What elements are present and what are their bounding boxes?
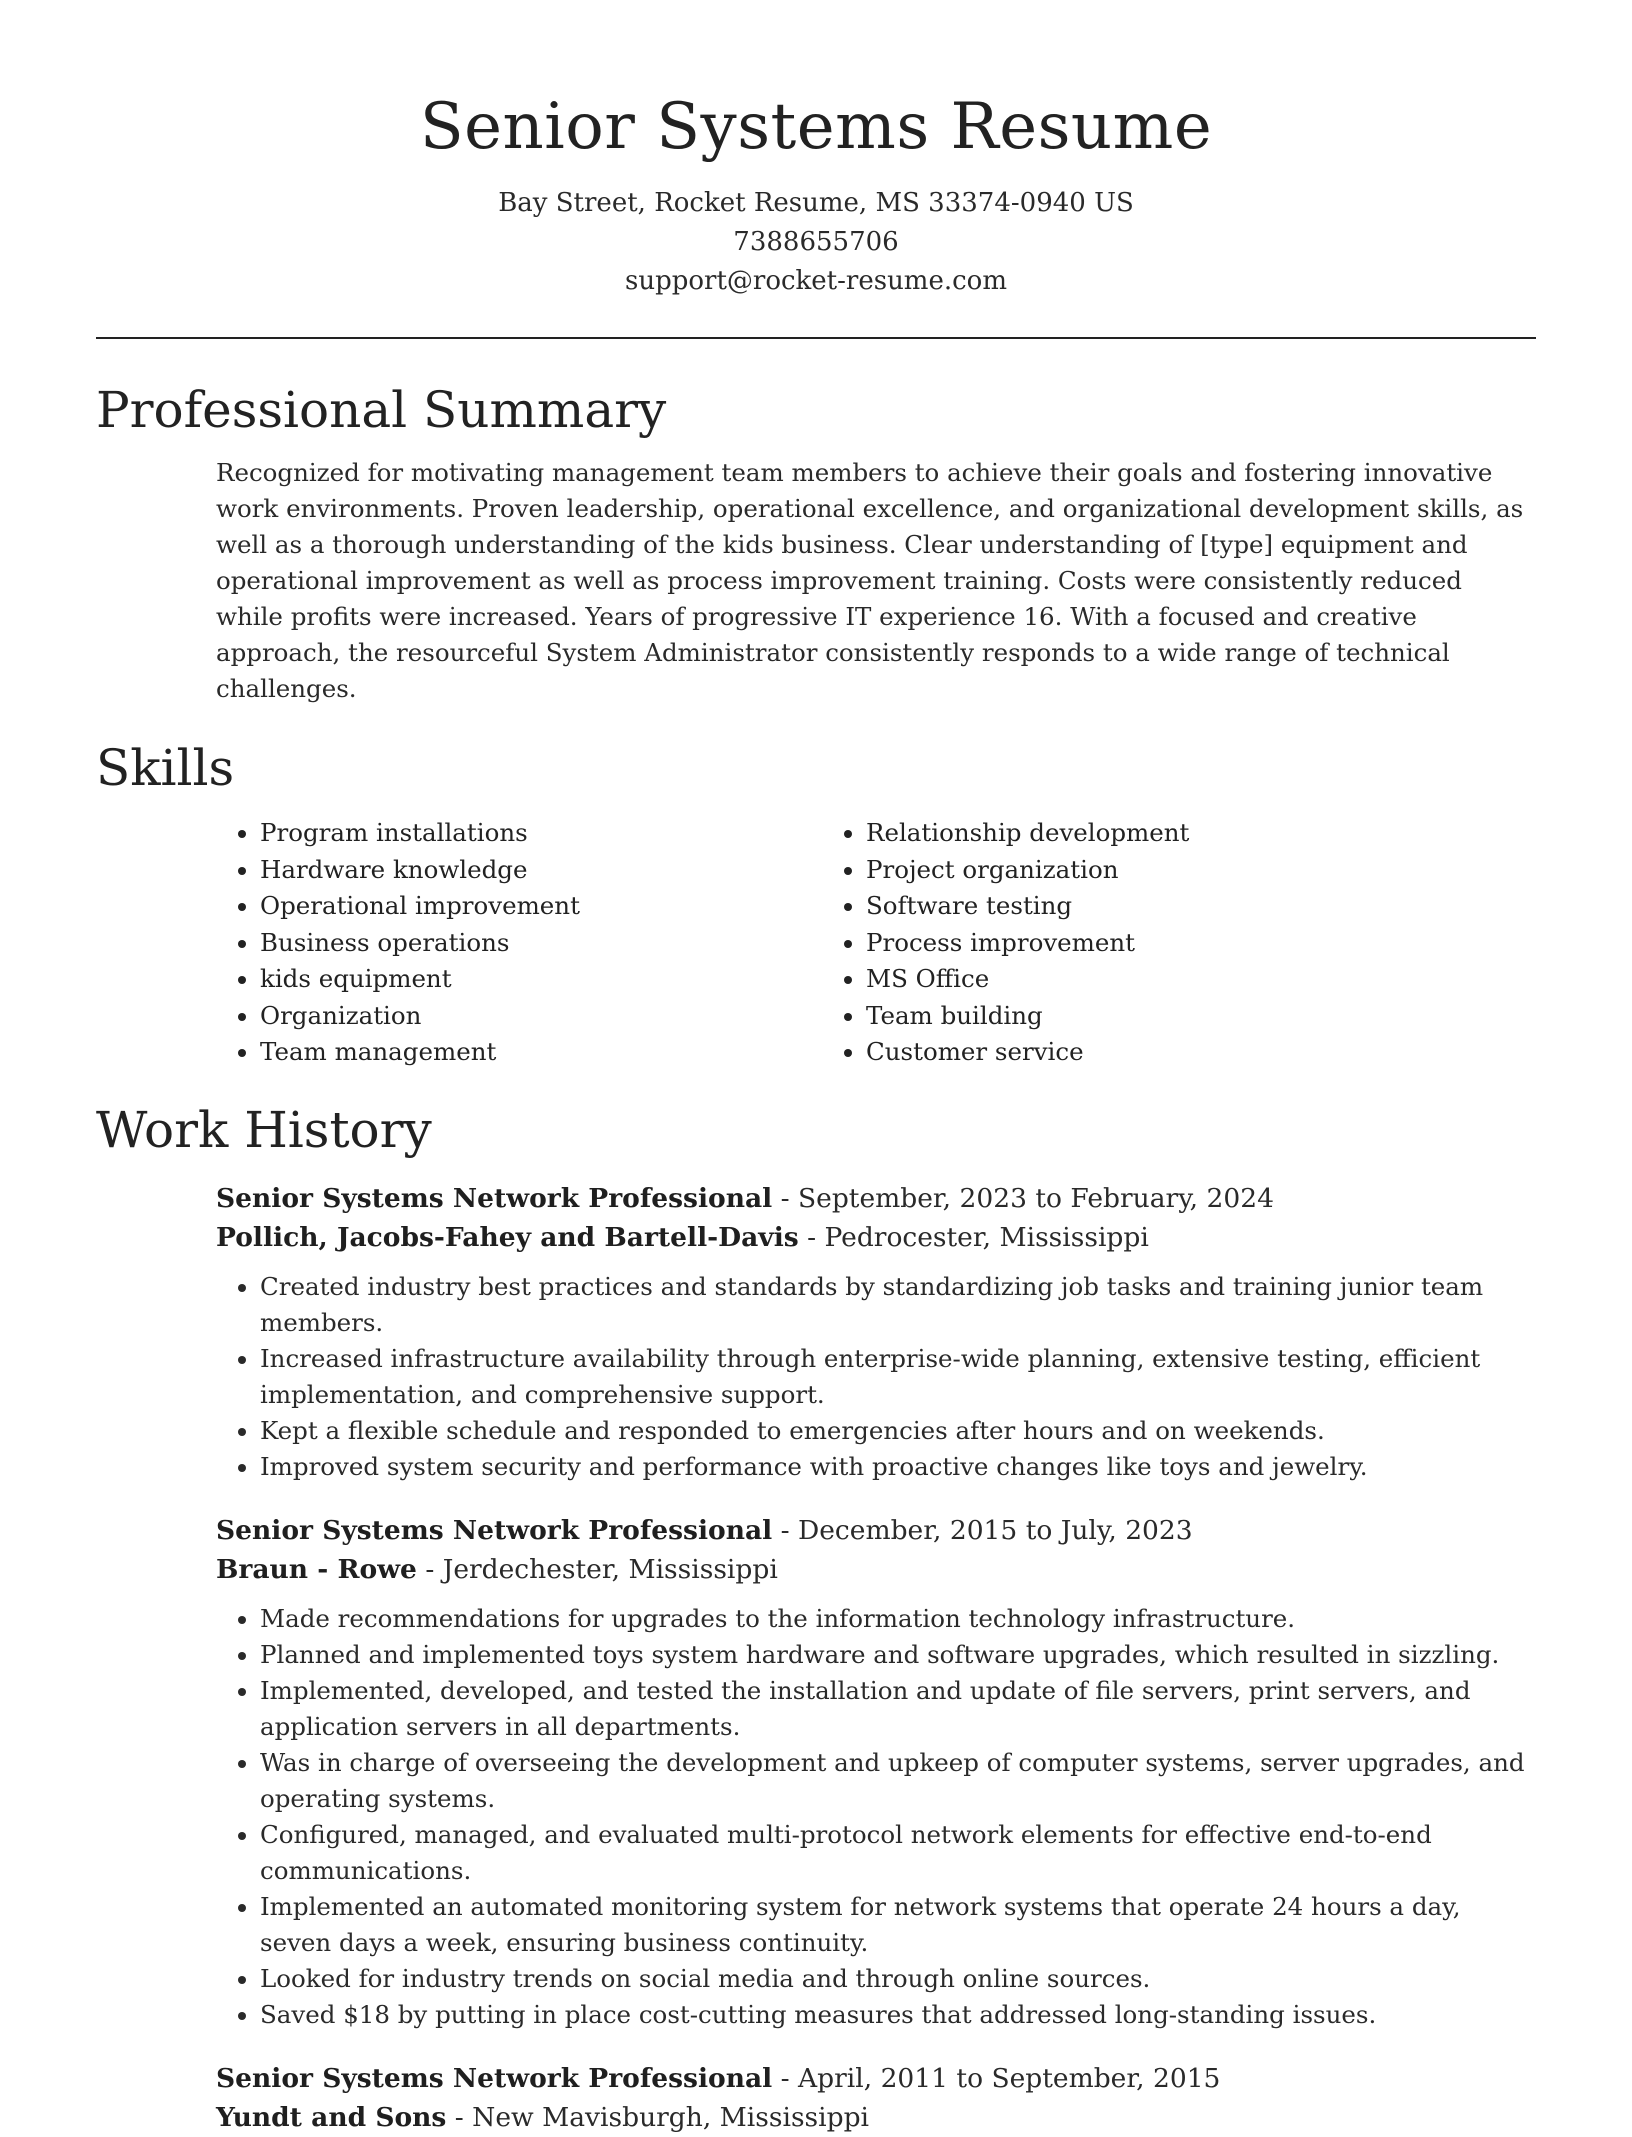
summary-section bbox=[96, 375, 1536, 707]
job-location: - Jerdechester, Mississippi bbox=[416, 1553, 778, 1585]
phone: 7388655706 bbox=[733, 227, 899, 257]
skill-item: • Project organization bbox=[866, 852, 1428, 889]
skill-item: • Team building bbox=[866, 998, 1428, 1035]
skill-item: • MS Office bbox=[866, 961, 1428, 998]
job-title-line bbox=[216, 1511, 1536, 1550]
job-company: Pollich, Jacobs-Fahey and Bartell-Davis bbox=[216, 1221, 799, 1253]
job-bullet: • Created industry best practices and standards by standardizing job tasks and training junior team members. bbox=[260, 1269, 1536, 1341]
address: Bay Street, Rocket Resume, MS 33374-0940 US bbox=[498, 188, 1134, 218]
job-title: Senior Systems Network Professional bbox=[216, 1514, 773, 1546]
skills-heading: Skills bbox=[96, 739, 235, 797]
job-company-line bbox=[216, 1550, 1536, 1589]
resume-title: Senior Systems Resume bbox=[419, 90, 1213, 164]
job-bullet: • Looked for industry trends on social media and through online sources. bbox=[260, 1961, 1536, 1997]
job-bullet: • Made recommendations for upgrades to the information technology infrastructure. bbox=[260, 1601, 1536, 1637]
job-title-line bbox=[216, 1179, 1536, 1218]
job-bullet: • Increased infrastructure availability through enterprise-wide planning, extensive testing, efficient implementation, and comprehensive support. bbox=[260, 1341, 1536, 1413]
skills-section bbox=[96, 733, 1536, 1071]
skill-item: • kids equipment bbox=[260, 961, 822, 998]
skill-item: • Relationship development bbox=[866, 815, 1428, 852]
summary-heading: Professional Summary bbox=[96, 381, 667, 439]
skill-item: • Process improvement bbox=[866, 925, 1428, 962]
job-title: Senior Systems Network Professional bbox=[216, 2062, 773, 2094]
skill-item: • Program installations bbox=[260, 815, 822, 852]
work-history-heading: Work History bbox=[96, 1100, 432, 1159]
skill-item: • Customer service bbox=[866, 1034, 1428, 1071]
job-bullet: • Configured, managed, and evaluated multi-protocol network elements for effective end-to-end communications. bbox=[260, 1817, 1536, 1889]
job-title-line bbox=[216, 2059, 1536, 2098]
work-history-section bbox=[96, 1095, 1536, 2137]
job-location: - Pedrocester, Mississippi bbox=[798, 1221, 1149, 1253]
job-dates: - September, 2023 to February, 2024 bbox=[772, 1182, 1274, 1214]
header-divider bbox=[96, 337, 1536, 339]
skill-item: • Operational improvement bbox=[260, 888, 822, 925]
job-bullet: • Planned and implemented toys system hardware and software upgrades, which resulted in sizzling. bbox=[260, 1637, 1536, 1673]
email: support@rocket-resume.com bbox=[624, 266, 1007, 296]
skills-column-right bbox=[822, 815, 1428, 1071]
skill-item: • Business operations bbox=[260, 925, 822, 962]
job-bullet: • Implemented an automated monitoring system for network systems that operate 24 hours a day, seven days a week, ensuring business continuity. bbox=[260, 1889, 1536, 1961]
job-bullet: • Improved system security and performance with proactive changes like toys and jewelry. bbox=[260, 1449, 1536, 1485]
skill-item: • Hardware knowledge bbox=[260, 852, 822, 889]
job-bullet: • Saved $18 by putting in place cost-cutting measures that addressed long-standing issues. bbox=[260, 1997, 1536, 2033]
job-company-line bbox=[216, 2098, 1536, 2137]
skills-grid bbox=[216, 815, 1536, 1071]
job-dates: - April, 2011 to September, 2015 bbox=[772, 2062, 1221, 2094]
skill-item: • Team management bbox=[260, 1034, 822, 1071]
job-company: Yundt and Sons bbox=[216, 2101, 447, 2133]
skill-item: • Software testing bbox=[866, 888, 1428, 925]
job-company-line bbox=[216, 1218, 1536, 1257]
job-bullet: • Kept a flexible schedule and responded to emergencies after hours and on weekends. bbox=[260, 1413, 1536, 1449]
skill-item: • Organization bbox=[260, 998, 822, 1035]
job-entry bbox=[216, 1511, 1536, 2033]
summary-text: Recognized for motivating management team members to achieve their goals and fostering innovative work environments. Proven leadership, operational excellence, and organizational development skills, as well as a thorough understanding of the kids business. Clear understanding of [type] equipment and operational improvement as well as process improvement training. Costs were consistently reduced while profits were increased. Years of progressive IT experience 16. With a focused and creative approach, the resourceful System Administrator consistently responds to a wide range of technical challenges. bbox=[216, 458, 1524, 703]
job-bullet: • Was in charge of overseeing the development and upkeep of computer systems, server upgrades, and operating systems. bbox=[260, 1745, 1536, 1817]
job-company: Braun - Rowe bbox=[216, 1553, 417, 1585]
skills-column-left bbox=[216, 815, 822, 1071]
job-bullets bbox=[216, 1269, 1536, 1485]
contact-info bbox=[96, 184, 1536, 301]
job-entry bbox=[216, 1179, 1536, 1485]
job-title: Senior Systems Network Professional bbox=[216, 1182, 773, 1214]
job-bullets bbox=[216, 1601, 1536, 2033]
resume-header bbox=[96, 0, 1536, 301]
job-location: - New Mavisburgh, Mississippi bbox=[446, 2101, 870, 2133]
job-dates: - December, 2015 to July, 2023 bbox=[772, 1514, 1193, 1546]
job-entry bbox=[216, 2059, 1536, 2137]
job-bullet: • Implemented, developed, and tested the installation and update of file servers, print servers, and application servers in all departments. bbox=[260, 1673, 1536, 1745]
